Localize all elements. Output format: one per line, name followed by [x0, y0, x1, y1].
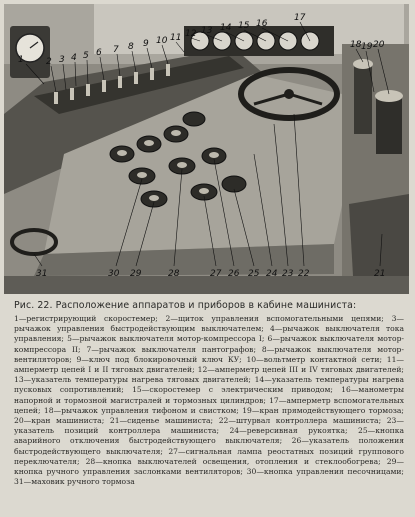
callout-12: 12	[185, 29, 197, 39]
callout-15: 15	[238, 21, 250, 31]
figure-caption	[14, 300, 404, 514]
callout-17: 17	[294, 13, 306, 23]
callout-19: 19	[361, 42, 373, 52]
callout-4: 4	[71, 53, 77, 63]
callout-22: 22	[298, 269, 310, 279]
callout-13: 13	[201, 26, 213, 36]
callout-6: 6	[96, 48, 102, 58]
callout-10: 10	[156, 36, 168, 46]
callout-5: 5	[83, 51, 89, 61]
callout-2: 2	[46, 57, 52, 67]
callout-25: 25	[248, 269, 260, 279]
callout-11: 11	[170, 33, 182, 43]
callout-9: 9	[143, 39, 149, 49]
callout-23: 23	[282, 269, 294, 279]
callout-26: 26	[228, 269, 240, 279]
callout-20: 20	[373, 40, 385, 50]
callout-29: 29	[130, 269, 142, 279]
callout-18: 18	[350, 40, 362, 50]
callout-21: 21	[374, 269, 386, 279]
callout-28: 28	[168, 269, 180, 279]
cab-photo	[4, 4, 409, 294]
callout-30: 30	[108, 269, 120, 279]
callout-8: 8	[128, 42, 134, 52]
cab-illustration	[4, 4, 409, 294]
caption-body: 1—регистрирующий скоростемер; 2—щиток управления вспомогательными цепями; 3—рычажок управления быстродействующим выключателем; 4—рычажок выключателя тока управления; 5—рычажок выключателя мотор-компрессора I; 6—рычажок выключателя мотор-компрессора II; 7—рычажок выключателя пантографов; 8—рычажок выключателя мотор-вентиляторов; 9—ключ под блокировочный ключ КУ; 10—вольтметр контактной сети; 11—амперметр цепей I и II тяговых двигателей; 12—амперметр цепей III и IV тяговых двигателей; 13—указатель температуры нагрева тяговых двигателей; 14—указатель температуры нагрева пусковых сопротивлений; 15—скоростемер с электрическим приводом; 16—манометры напорной и тормозной магистралей и тормозных цилиндров; 17—амперметр вспомогательных цепей; 18—рычажок управления тифоном и свистком; 19—кран прямодействующего тормоза; 20—кран машиниста; 21—сиденье машиниста; 22—штурвал контроллера машиниста; 23—указатель позиций контроллера машиниста; 24—реверсивная рукоятка; 25—кнопка аварийного отключения быстродействующего выключателя; 26—указатель положения быстродействующего выключателя; 27—сигнальная лампа реостатных позиций группового переключателя; 28—кнопка выключателей освещения, отопления и стеклообогрева; 29—кнопка ручного управления заслонками вентиляторов; 30—кнопка управления песочницами; 31—маховик ручного тормоза	[14, 314, 404, 487]
callout-16: 16	[256, 19, 268, 29]
speed-recorder	[10, 26, 50, 78]
caption-title: Рис. 22. Расположение аппаратов и приборов в кабине машиниста:	[14, 300, 357, 311]
callout-24: 24	[266, 269, 278, 279]
callout-31: 31	[36, 269, 48, 279]
callout-7: 7	[113, 45, 119, 55]
callout-14: 14	[220, 23, 232, 33]
callout-3: 3	[59, 55, 65, 65]
callout-27: 27	[210, 269, 222, 279]
callout-1: 1	[18, 55, 24, 65]
